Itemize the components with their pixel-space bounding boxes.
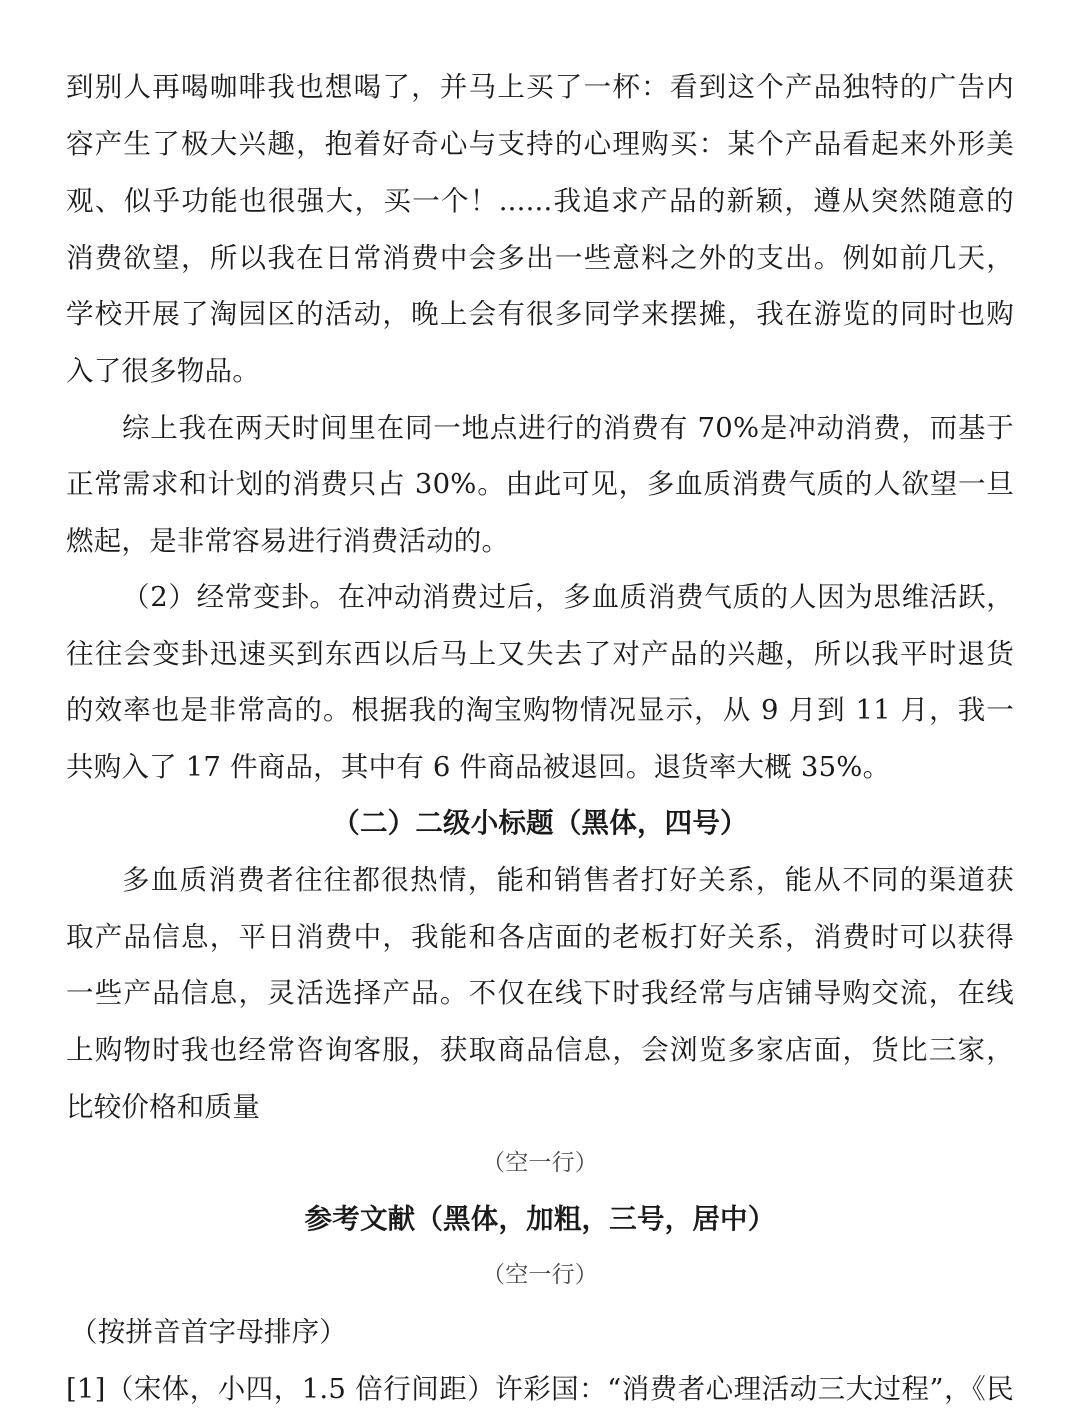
paragraph-2-line: 综上我在两天时间里在同一地点进行的消费有 70%是冲动消费，而基于 [122,412,1014,444]
paragraph-1-line: 入了很多物品。 [66,355,260,387]
paragraph-2-line: 正常需求和计划的消费只占 30%。由此可见，多血质消费气质的人欲望一旦 [66,468,1014,500]
reference-entry: [1]（宋体，小四，1.5 倍行间距）许彩国：“消费者心理活动三大过程”，《民 [66,1373,1014,1405]
paragraph-4-line: 上购物时我也经常咨询客服，获取商品信息，会浏览多家店面，货比三家， [66,1034,1014,1066]
paragraph-1-line: 消费欲望，所以我在日常消费中会多出一些意料之外的支出。例如前几天， [66,242,1014,274]
paragraph-4-line: 取产品信息，平日消费中，我能和各店面的老板打好关系，消费时可以获得 [66,921,1014,953]
paragraph-3-line: （2）经常变卦。在冲动消费过后，多血质消费气质的人因为思维活跃， [122,581,1014,613]
sort-order-note: （按拼音首字母排序） [70,1316,347,1348]
blank-line-note: （空一行） [482,1262,598,1288]
paragraph-1-line: 学校开展了淘园区的活动，晚上会有很多同学来摆摊，我在游览的同时也购 [66,298,1014,330]
paragraph-3-line: 的效率也是非常高的。根据我的淘宝购物情况显示，从 9 月到 11 月，我一 [66,694,1014,726]
paragraph-2-line: 燃起，是非常容易进行消费活动的。 [66,525,510,557]
paragraph-1-line: 容产生了极大兴趣，抱着好奇心与支持的心理购买：某个产品看起来外形美 [66,128,1014,160]
paragraph-1-line: 到别人再喝咖啡我也想喝了，并马上买了一杯：看到这个产品独特的广告内 [66,71,1014,103]
paragraph-3-line: 往往会变卦迅速买到东西以后马上又失去了对产品的兴趣，所以我平时退货 [66,638,1014,670]
references-heading: 参考文献（黑体，加粗，三号，居中） [304,1203,776,1235]
paragraph-4-line: 比较价格和质量 [66,1091,260,1123]
blank-line-note: （空一行） [482,1150,598,1176]
paragraph-4-line: 一些产品信息，灵活选择产品。不仅在线下时我经常与店铺导购交流，在线 [66,977,1014,1009]
paragraph-3-line: 共购入了 17 件商品，其中有 6 件商品被退回。退货率大概 35%。 [66,751,891,783]
paragraph-1-line: 观、似乎功能也很强大，买一个！......我追求产品的新颖，遵从突然随意的 [66,185,1014,217]
paragraph-4-line: 多血质消费者往往都很热情，能和销售者打好关系，能从不同的渠道获 [122,864,1014,896]
section-subheading: （二）二级小标题（黑体，四号） [332,807,748,839]
